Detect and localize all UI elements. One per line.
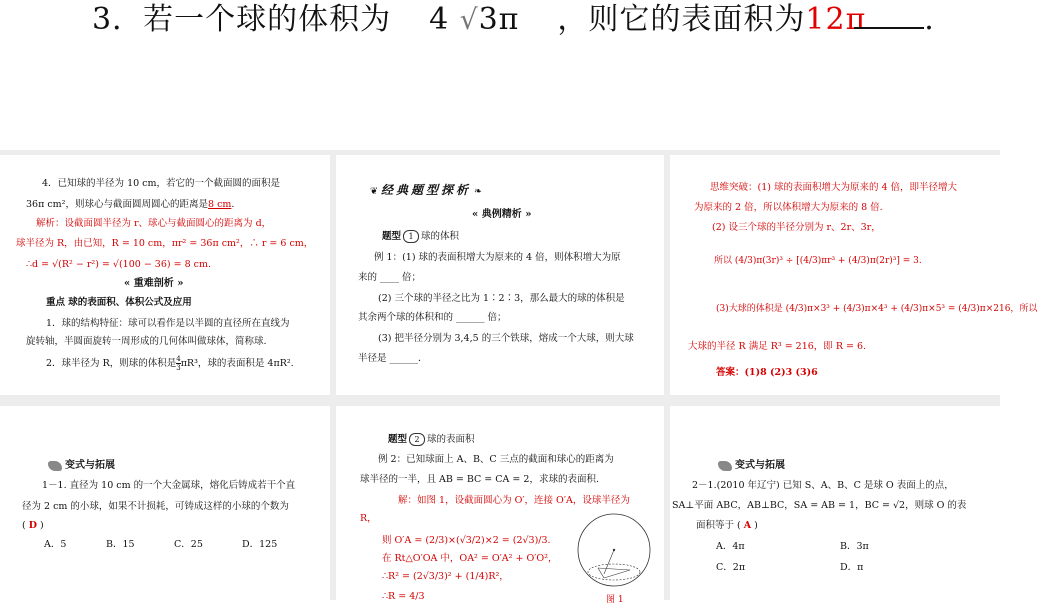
question-banner <box>0 0 1000 150</box>
slide-5[interactable] <box>336 406 664 605</box>
answer-blank <box>854 27 924 29</box>
option-c: C．25 <box>174 539 203 550</box>
point1-line1: 1．球的结构特征：球可以看作是以半圆的直径所在直线为 <box>46 318 290 329</box>
option-c: C．2π <box>716 562 746 573</box>
example1-line6: 半径是 ______． <box>358 353 428 364</box>
slide-2[interactable] <box>336 155 664 395</box>
example1-line2: 来的 ____ 倍； <box>358 272 422 283</box>
option-b: B．3π <box>840 541 869 552</box>
section-heading: ❦ 经典题型探析 ❧ <box>370 183 483 197</box>
option-a: A．5 <box>44 539 67 550</box>
type-number-icon: 2 <box>409 433 425 446</box>
analysis-line2: 球半径为 R，由已知，R = 10 cm，πr² = 36π cm²，∴ r = 6 cm， <box>16 238 314 249</box>
volume-coef: 4 <box>429 2 450 37</box>
triangle-edge <box>598 568 604 578</box>
answer-d: D <box>28 520 37 531</box>
radicand: 3π <box>478 2 520 37</box>
leaf-tag-icon <box>48 461 62 471</box>
radical-sign: √ <box>459 3 479 36</box>
question-end: . <box>924 2 935 37</box>
slide-1[interactable] <box>0 155 330 395</box>
answer-12pi: 12π <box>805 2 867 37</box>
solution-line3: (2) 设三个球的半径分别为 r、2r、3r， <box>712 222 881 233</box>
example1-line5: (3) 把半径分别为 3,4,5 的三个铁球，熔成一个大球，则大球 <box>378 333 634 344</box>
variant2-answer: 面积等于 ( A ) <box>696 520 758 531</box>
variant1-line1: 1－1. 直径为 10 cm 的一个大金属球，熔化后铸成若干个直 <box>42 480 296 491</box>
section-circle <box>588 564 640 580</box>
variant1-answer: ( D ) <box>22 520 44 531</box>
type-2-title: 题型 2 球的表面积 <box>388 434 475 445</box>
example2-line1: 例 2：已知球面上 A、B、C 三点的截面和球心的距离为 <box>378 454 614 465</box>
solution2-line3: 则 O′A = (2/3)×(√3/2)×2 = (2√3)/3. <box>382 535 551 546</box>
example1-line1: 例 1：(1) 球的表面积增大为原来的 4 倍，则体积增大为原 <box>374 252 621 263</box>
solution-line5: (3)大球的体积是 (4/3)π×3³ + (4/3)π×4³ + (4/3)π×5³ = (4/3)π×216，所以 <box>716 304 1037 314</box>
solution2-line5: ∴R² = (2√3/3)² + (1/4)R²， <box>382 571 509 582</box>
q4-line1: 4．已知球的半径为 10 cm，若它的一个截面圆的面积是 <box>42 178 281 189</box>
solution-line2: 为原来的 2 倍，所以体积增大为原来的 8 倍. <box>694 202 883 213</box>
variant-tag: 变式与拓展 <box>48 458 115 474</box>
question-3 <box>92 0 935 38</box>
slide-grid <box>0 150 1037 605</box>
sphere-figure <box>576 498 656 602</box>
solution2-line2: R， <box>360 513 377 524</box>
solution-line4: 所以 (4/3)π(3r)³ ÷ [(4/3)πr³ + (4/3)π(2r)³] = 3. <box>714 256 922 266</box>
variant2-line2: SA⊥平面 ABC，AB⊥BC，SA = AB = 1，BC = √2，则球 O 的表 <box>672 500 967 511</box>
radius-line <box>604 550 614 574</box>
example1-line3: (2) 三个球的半径之比为 1∶2∶3，那么最大的球的体积是 <box>378 293 625 304</box>
section-banner: « 重难剖析 » <box>118 276 189 292</box>
variant2-line1: 2－1.(2010 年辽宁) 已知 S、A、B、C 是球 O 表面上的点， <box>692 480 954 491</box>
slide-4[interactable] <box>0 406 330 600</box>
option-b: B．15 <box>106 539 135 550</box>
example2-line2: 球半径的一半，且 AB = BC = CA = 2，求球的表面积. <box>360 474 599 485</box>
option-d: D．π <box>840 562 864 573</box>
figure-caption: 图 1 <box>606 595 624 605</box>
question-text: 3．若一个球的体积为 <box>92 2 392 37</box>
key-point: 重点 球的表面积、体积公式及应用 <box>46 297 192 308</box>
solution-line6: 大球的半径 R 满足 R³ = 216，即 R = 6. <box>688 341 867 352</box>
triangle-edge <box>598 568 630 570</box>
type-number-icon: 1 <box>403 230 419 243</box>
slide-6[interactable] <box>670 406 1000 600</box>
q4-answer: 8 cm <box>208 199 232 210</box>
leaf-ornament-icon: ❧ <box>474 186 483 197</box>
point1-line2: 旋转轴，半圆面旋转一周形成的几何体叫做球体，简称球. <box>26 336 267 347</box>
example1-line4: 其余两个球的体积和的 ______ 倍； <box>358 312 507 323</box>
variant1-line2: 径为 2 cm 的小球，如果不计损耗，可铸成这样的小球的个数为 <box>22 501 289 512</box>
variant-tag: 变式与拓展 <box>718 458 785 474</box>
q4-line2: 36π cm²，则球心与截面圆周圆心的距离是8 cm. <box>26 199 235 210</box>
answer-a: A <box>743 520 752 531</box>
solution2-line1: 解：如图 1，设截面圆心为 O′，连接 O′A，设球半径为 <box>398 495 630 506</box>
analysis-line3: ∴d = √(R² − r²) = √(100 − 36) = 8 cm. <box>26 259 211 270</box>
option-a: A．4π <box>716 541 745 552</box>
solution2-line4: 在 Rt△O′OA 中，OA² = O′A² + O′O²， <box>382 553 558 564</box>
slide-3[interactable] <box>670 155 1037 395</box>
leaf-tag-icon <box>718 461 732 471</box>
answers: 答案：(1)8 (2)3 (3)6 <box>716 367 818 378</box>
option-d: D．125 <box>242 539 278 550</box>
solution2-line6: ∴R = 4/3 <box>382 591 425 602</box>
solution-line1: 思维突破：(1) 球的表面积增大为原来的 4 倍，即半径增大 <box>710 182 958 193</box>
triangle-edge <box>604 570 630 578</box>
center-point <box>613 549 615 551</box>
analysis-line1: 解析：设截面圆半径为 r、球心与截面圆心的距离为 d， <box>36 218 272 229</box>
leaf-ornament-icon: ❦ <box>370 186 378 197</box>
type-1-title: 题型 1 球的体积 <box>382 231 460 242</box>
example-banner: « 典例精析 » <box>466 207 537 223</box>
point2: 2．球半径为 R，则球的体积是 $\frac{4}{3}$ πR³，球的表面积是 4πR². <box>46 355 294 372</box>
question-tail: ，则它的表面积为 <box>557 2 806 37</box>
